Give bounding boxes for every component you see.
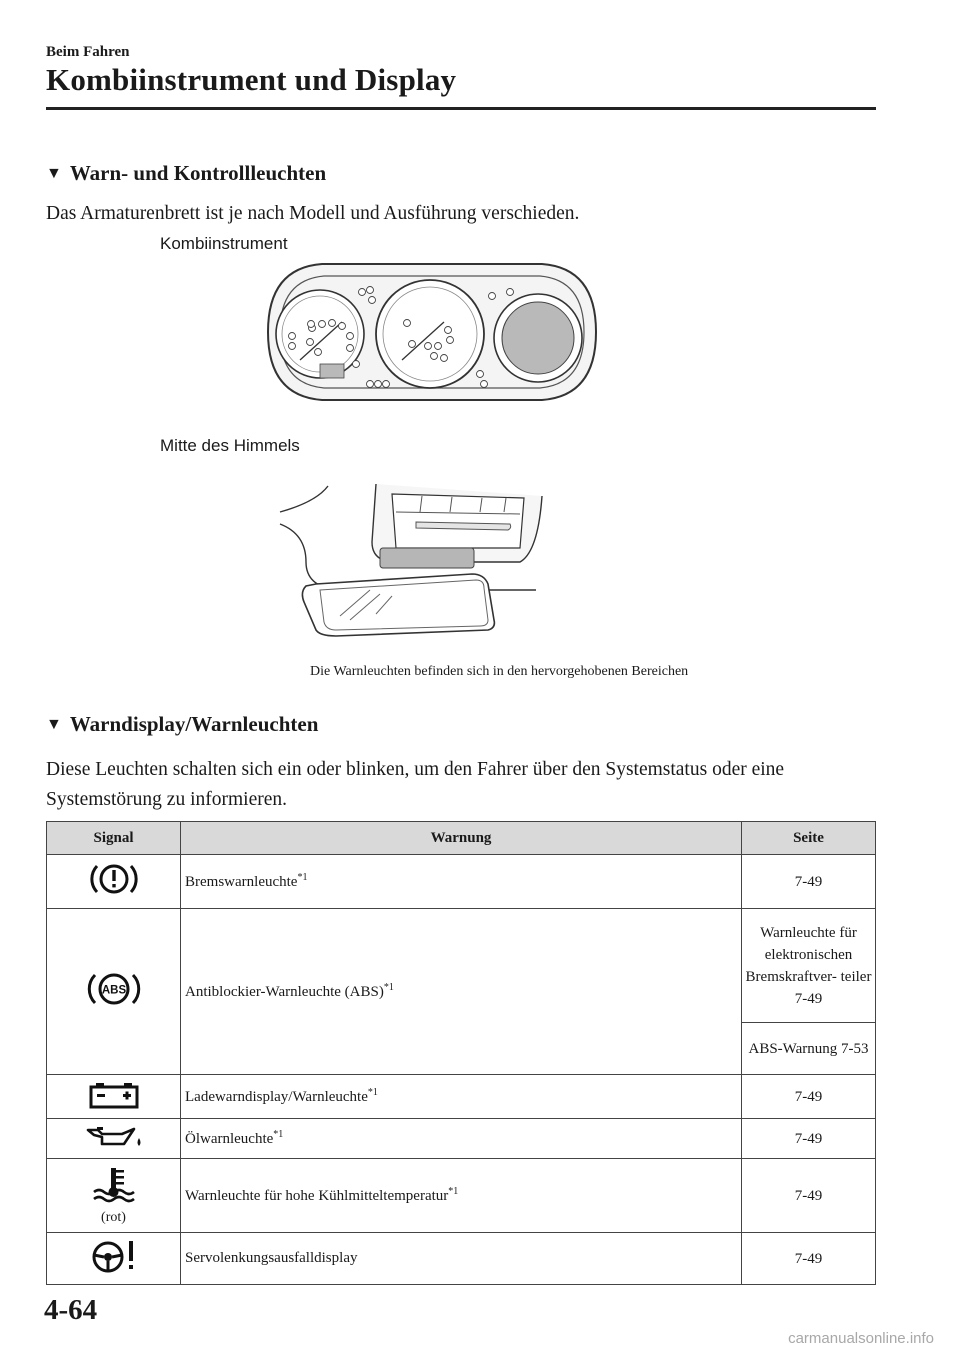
warning-lights-table [46, 821, 876, 1285]
page-cell: 7-49 [742, 1119, 876, 1159]
page-title: Kombiinstrument und Display [46, 62, 457, 97]
table-row [47, 855, 876, 909]
svg-text:ABS: ABS [101, 984, 126, 997]
table-row [47, 1233, 876, 1285]
table-header-row [47, 822, 876, 855]
coolant-temperature-icon [88, 1166, 140, 1204]
column-header-seite: Seite [742, 822, 876, 855]
figure-label-cluster: Kombiinstrument [160, 234, 288, 253]
signal-cell [47, 909, 181, 1075]
page-number: 4-64 [44, 1294, 98, 1326]
table-row [47, 1119, 876, 1159]
signal-cell [47, 1159, 181, 1233]
warndisplay-paragraph: Diese Leuchten schalten sich ein oder blinken, um den Fahrer über den Systemstatus oder eine Systemstörung zu informieren. [46, 759, 785, 810]
intro-paragraph: Das Armaturenbrett ist je nach Modell und Ausführung verschieden. [46, 203, 580, 224]
watermark: carmanualsonline.info [788, 1330, 934, 1347]
heading-warndisplay: ▼ Warndisplay/Warnleuchten [46, 712, 319, 736]
page-cell: 7-49 [742, 855, 876, 909]
warning-cell: Warnleuchte für hohe Kühlmitteltemperatur$^{*1}$ [181, 1159, 742, 1233]
signal-sublabel: (rot) [101, 1209, 126, 1225]
table-row [47, 909, 876, 1023]
oil-can-icon [84, 1123, 144, 1149]
figure-caption: Die Warnleuchten befinden sich in den hervorgehobenen Bereichen [310, 664, 689, 679]
signal-cell [47, 1119, 181, 1159]
title-rule [46, 107, 876, 110]
abs-warning-icon [84, 969, 144, 1009]
warning-cell: Ölwarnleuchte$^{*1}$ [181, 1119, 742, 1159]
page-cell: Warnleuchte für elektronischen Bremskraftver- teiler 7-49 [742, 909, 876, 1023]
page-cell: ABS-Warnung 7-53 [742, 1023, 876, 1075]
warning-cell: Antiblockier-Warnleuchte (ABS)$^{*1}$ [181, 909, 742, 1075]
column-header-warnung: Warnung [181, 822, 742, 855]
column-header-signal: Signal [47, 822, 181, 855]
warning-cell: Bremswarnleuchte$^{*1}$ [181, 855, 742, 909]
page-cell: 7-49 [742, 1075, 876, 1119]
page-cell: 7-49 [742, 1233, 876, 1285]
section-label: Beim Fahren [46, 44, 130, 60]
signal-cell [47, 1075, 181, 1119]
warning-cell: Servolenkungsausfalldisplay [181, 1233, 742, 1285]
page-cell: 7-49 [742, 1159, 876, 1233]
instrument-cluster-illustration [262, 256, 602, 408]
power-steering-icon [86, 1237, 142, 1275]
signal-cell [47, 855, 181, 909]
brake-warning-icon [88, 860, 140, 898]
heading-warn-kontrollleuchten: ▼ Warn- und Kontrollleuchten [46, 161, 327, 185]
table-row [47, 1075, 876, 1119]
triangle-down-icon: ▼ [46, 165, 62, 182]
figure-label-roof: Mitte des Himmels [160, 436, 300, 455]
roof-console-illustration [276, 482, 544, 638]
warning-cell: Ladewarndisplay/Warnleuchte$^{*1}$ [181, 1075, 742, 1119]
triangle-down-icon: ▼ [46, 716, 62, 733]
table-row [47, 1159, 876, 1233]
signal-cell [47, 1233, 181, 1285]
battery-charge-icon [88, 1078, 140, 1110]
